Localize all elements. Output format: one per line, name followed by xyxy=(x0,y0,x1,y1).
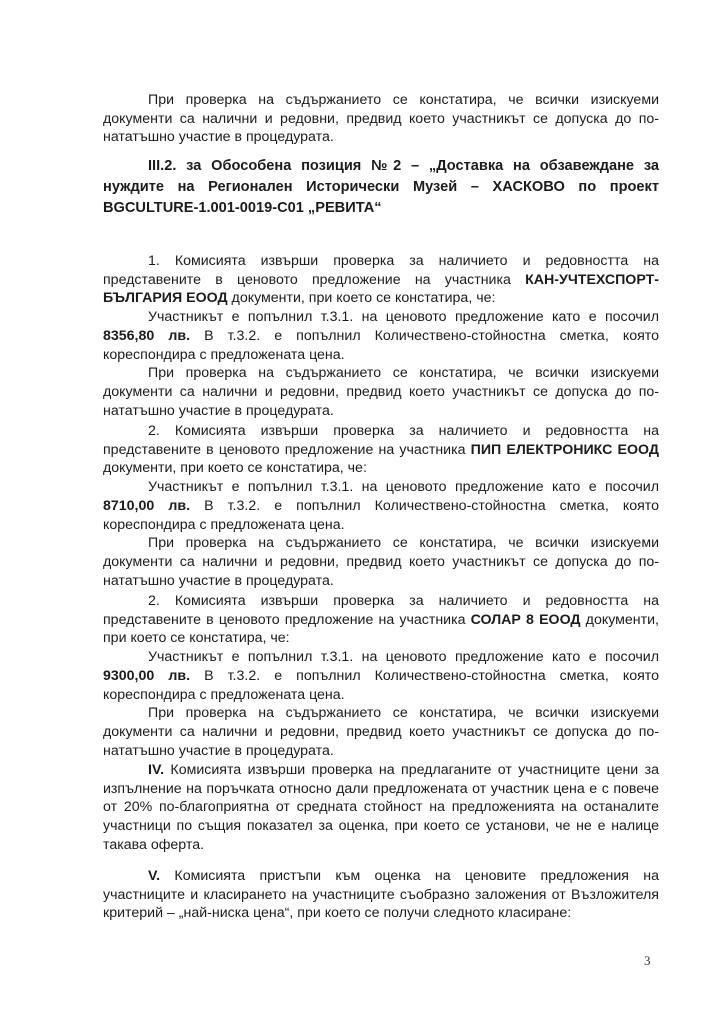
participant-price-paragraph xyxy=(103,648,659,704)
price-text: Участникът е попълнил т.3.1. на ценовото предложение като е посочил xyxy=(148,479,659,496)
intro-paragraph xyxy=(103,91,659,147)
check-text-end: документи, при което се констатира, че: xyxy=(103,460,367,477)
participant-conclusion: При проверка на съдържанието се констатира, че всички изискуеми документи са налични и редовни, предвид което участникът се допуска до по-нататъшно участие в процедурата. xyxy=(103,365,659,419)
price-text-end: В т.3.2. е попълнил Количествено-стойностна сметка, която кореспондира с предложената цена. xyxy=(103,667,659,703)
participant-2 xyxy=(103,422,659,590)
page-number: 3 xyxy=(644,953,651,968)
section-iv xyxy=(103,761,659,855)
participant-price: 8710,00 лв. xyxy=(103,497,191,514)
participant-3 xyxy=(103,592,659,760)
participant-1 xyxy=(103,252,659,420)
check-text: 2. Комисията извърши проверка за наличието и редовността на представените в ценовото предложение на участника xyxy=(103,423,659,458)
price-text-end: В т.3.2. е попълнил Количествено-стойностна сметка, която кореспондира с предложената цена. xyxy=(103,497,659,533)
price-text: Участникът е попълнил т.3.1. на ценовото предложение като е посочил xyxy=(148,649,659,666)
check-text: 1. Комисията извърши проверка за наличието и редовността на представените в ценовото предложение на участника xyxy=(103,253,659,288)
participant-price-paragraph xyxy=(103,308,659,364)
section-v-text: Комисията пристъпи към оценка на ценовите предложения на участниците и класирането на участниците съобразно заложения от Възложителя критерий – „най-ниска цена“, при което се получи следното класиране: xyxy=(103,868,659,922)
participant-check-paragraph xyxy=(103,592,659,648)
participant-price: 9300,00 лв. xyxy=(103,667,191,684)
participant-check-paragraph xyxy=(103,252,659,308)
participant-price: 8356,80 лв. xyxy=(103,327,191,344)
check-text: 2. Комисията извърши проверка за наличието и редовността на представените в ценовото предложение на участника xyxy=(103,593,659,628)
intro-text: При проверка на съдържанието се констатира, че всички изискуеми документи са налични и редовни, предвид което участникът се допуска до по-нататъшно участие в процедурата. xyxy=(103,92,659,146)
participant-conclusion: При проверка на съдържанието се констатира, че всички изискуеми документи са налични и редовни, предвид което участникът се допуска до по-нататъшно участие в процедурата. xyxy=(103,705,659,759)
section-v xyxy=(103,867,659,923)
price-text-end: В т.3.2. е попълнил Количествено-стойностна сметка, която кореспондира с предложената цена. xyxy=(103,327,659,363)
participant-name: ПИП ЕЛЕКТРОНИКС ЕООД xyxy=(470,441,659,458)
section-heading xyxy=(103,156,659,219)
participant-conclusion: При проверка на съдържанието се констатира, че всички изискуеми документи са налични и редовни, предвид което участникът се допуска до по-нататъшно участие в процедурата. xyxy=(103,535,659,589)
section-heading-text: III.2. за Обособена позиция №2 – „Доставка на обзавеждане за нуждите на Регионален Исторически Музей – ХАСКОВО по проект BGCULTURE-1.001-0019-С01 „РЕВИТА“ xyxy=(103,158,659,216)
price-text: Участникът е попълнил т.3.1. на ценовото предложение като е посочил xyxy=(148,309,659,326)
participant-name: КАН-УЧТЕХСПОРТ-БЪЛГАРИЯ ЕООД xyxy=(103,271,659,307)
section-v-numeral: V. xyxy=(148,868,161,884)
check-text-end: документи, при което се констатира, че: xyxy=(227,290,496,307)
participant-price-paragraph xyxy=(103,478,659,534)
participant-check-paragraph xyxy=(103,422,659,478)
section-v-paragraph xyxy=(103,867,659,923)
check-text-end: документи, при което се констатира, че: xyxy=(103,611,659,647)
section-iv-paragraph xyxy=(103,761,659,855)
section-iv-text: Комисията извърши проверка на предлаганите от участниците цени за изпълнение на поръчката относно дали предложената от участник цена е с повече от 20% по-благоприятна от средната стойност на предложенията на останалите участници по същия показател за оценка, при което се установи, че не е налице такава оферта. xyxy=(103,762,659,853)
participant-name: СОЛАР 8 ЕООД xyxy=(470,611,581,628)
section-iv-numeral: IV. xyxy=(148,762,165,778)
